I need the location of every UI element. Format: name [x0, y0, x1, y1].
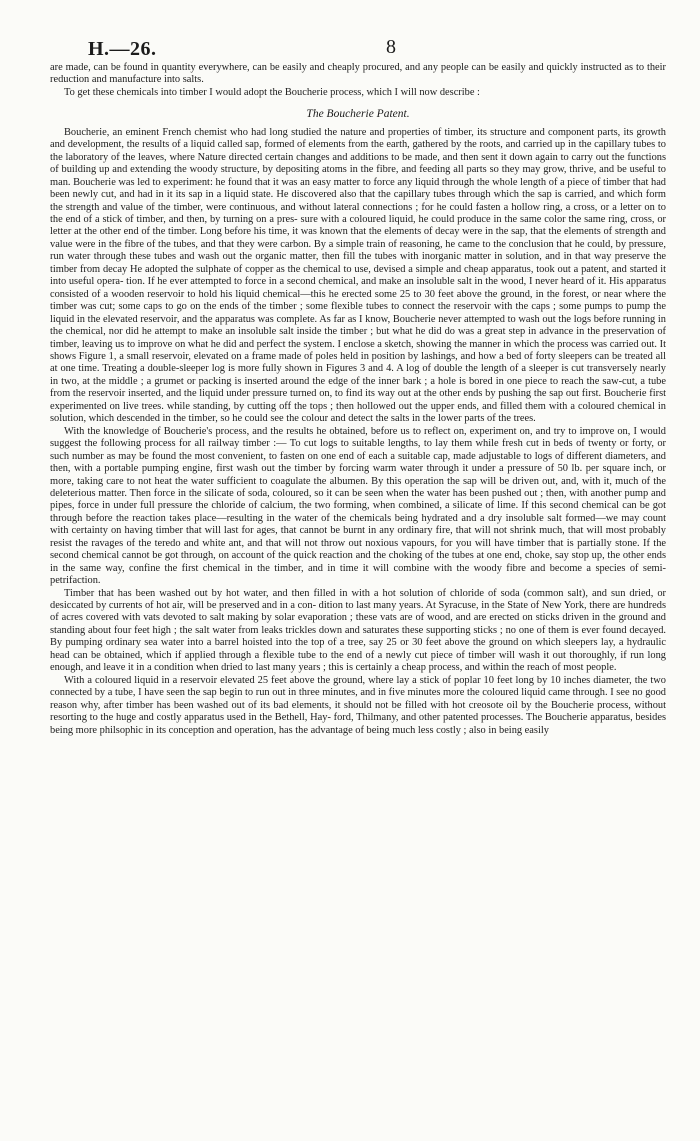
page-header — [50, 0, 666, 62]
document-body — [50, 62, 666, 737]
intro-paragraph-2: To get these chemicals into timber I would adopt the Boucherie process, which I will now describe : — [64, 86, 480, 98]
page-number: 8 — [386, 36, 396, 58]
section-heading: The Boucherie Patent. — [306, 108, 410, 121]
body-paragraph-1: Boucherie, an eminent French chemist who had long studied the nature and properties of timber, its structure and component parts, its growth and development, the results of a liquid called sap, formed of elements from the earth, gathered by the roots, and carried up in the capillary tubes to the laboratory of the leaves, where Nature directed certain changes and additions to be made, and then sent it down again to carry out the functions of building up and extending the woody structure, by depositing atoms in the fibre, and feeding all parts so they may grow, thrive, and be useful to man. Boucherie was led to experiment: he found that it was an easy matter to force any liquid through the whole length of a piece of timber that had been newly cut, and had in it its sap in a liquid state. He discovered also that the capillary tubes through which the sap is carried, and which form the strength and value of the timber, were continuous, and without lateral connections ; for he could fasten a hollow ring, a cross, or a letter on to the end of a stick of timber, and then, by turning on a pres- sure with a coloured liquid, he could produce in the same color the same ring, cross, or letter at the other end of the timber. Long before his time, it was known that the elements of decay were in the sap, that the elements of strength and value were in the fibre of the tubes, and that they were carbon. By a simple train of reasoning, he came to the conclusion that he could, by pressure, run water through these tubes and wash out the organic matter, then fill the tubes with inorganic matter in solution, and in that way preserve the timber from decay He adopted the sulphate of copper as the chemical to use, devised a simple and cheap apparatus, took out a patent, and started it into useful opera- tion. If he ever attempted to force in a second chemical, and make an insoluble salt in the wood, I never heard of it. His apparatus consisted of a wooden reservoir to hold his liquid chemical—this he erected some 25 to 30 feet above the ground, in the forest, or near where the timber was cut; some caps to go on the ends of the timber ; some flexible tubes to connect the reservoir with the caps ; some pumps to pump the liquid in the elevated reservoir, and the apparatus was complete. As far as I know, Boucherie never attempted to wash out the logs before running in the chemical, nor did he attempt to make an insoluble salt inside the timber ; but what he did do was a great step in advance in the preservation of timber, leaving us to improve on what he did and perfect the system. I enclose a sketch, showing the manner in which the process was carried out. It shows Figure 1, a small reservoir, elevated on a frame made of poles held in position by lashings, and how a bed of forty sleepers can be treated all at one time. Treating a double-sleeper log is more fully shown in Figures 3 and 4. A log of double the length of a sleeper is cut transversely nearly in two, at the middle ; a grumet or packing is inserted around the edge of the inner bark ; a hole is bored in one piece to reach the saw-cut, a tube from the reservoir inserted, and the liquid under pressure turned on, to find its way out at the other ends by pushing the sap out first. Boucherie first experimented on live trees. while standing, by cutting off the tops ; then hollowed out the upper ends, and filled them with a coloured chemical in solution, which descended in the timber, so he could see the colour and detect the salts in the lower parts of the trees. — [50, 126, 666, 425]
report-reference: H.—26. — [88, 38, 157, 60]
body-paragraph-4: With a coloured liquid in a reservoir elevated 25 feet above the ground, where lay a stick of poplar 10 feet long by 10 inches diameter, the two connected by a tube, I have seen the sap begin to run out in three minutes, and in five minutes more the coloured liquid came through. I see no good reason why, after timber has been washed out of its bad elements, it should not be filled with hot creosote oil by the Boucherie process, without resorting to the huge and costly apparatus used in the Bethell, Hay- ford, Thilmany, and other patented processes. The Boucherie apparatus, besides being more philsophic in its conception and operation, has the advantage of being much less costly ; also in being easily — [50, 674, 666, 736]
body-paragraph-2: With the knowledge of Boucherie's process, and the results he obtained, before us to reflect on, experiment on, and try to improve on, I would suggest the following process for all railway timber :— To cut logs to suitable lengths, to lay them while fresh cut in beds of twenty or forty, or such number as may be found the most convenient, to fasten on one end of each a suitable cap, made adjustable to logs of different diameters, and then, with a portable pumping engine, first wash out the timber by forcing warm water through it under a pressure of 50 lb. per square inch, or more, taking care to not heat the water sufficient to coagulate the albumen. By this operation the sap will be driven out, and, with it, much of the deleterious matter. Then force in the silicate of soda, coloured, so it can be seen when the water has been pushed out ; then, with another pump and pipes, force in under full pressure the chloride of calcium, the two forming, when combined, a silicate of lime. If this second chemical can be got through before the reaction takes place—resulting in the water of the chemicals being hydrated and a dry insoluble salt formed—we may count with certainty on having timber that will last for ages, that cannot be burnt in any ordinary fire, that will not shrink much, that will most probably resist the ravages of the teredo and white ant, and that will not throw out noxious vapours, for you will have timber that is partially stone. If the second chemical cannot be got through, on account of the quick reaction and the choking of the tubes at one end, choke, say stop up, the other ends in the same way, confine the first chemical in the timber, and in time it will combine with the woody fibre and become a species of semi-petrifaction. — [50, 425, 666, 587]
intro-paragraph-1: are made, can be found in quantity everywhere, can be easily and cheaply procured, and any people can be easily and quickly instructed as to their reduction and manufacture into salts. — [50, 62, 666, 86]
body-paragraph-3: Timber that has been washed out by hot water, and then filled in with a hot solution of chloride of soda (common salt), and sun dried, or desiccated by currents of hot air, will be preserved and in a con- dition to last many years. At Syracuse, in the State of New York, there are hundreds of acres covered with vats devoted to salt making by solar evaporation ; these vats are of wood, and are erected on sticks driven in the ground and standing about four feet high ; the salt water from leaks trickles down and saturates these supporting sticks ; no one of them is ever found decayed. By pumping ordinary sea water into a barrel hoisted into the top of a tree, say 25 or 30 feet above the ground on which sleepers lay, a hydraulic head can be obtained, which if applied through a flexible tube to the end of a newly cut piece of timber will wash it out thoroughly, if run long enough, and leave it in a condition when dried to last many years ; this is certainly a cheap process, and within the reach of most people. — [50, 587, 666, 674]
